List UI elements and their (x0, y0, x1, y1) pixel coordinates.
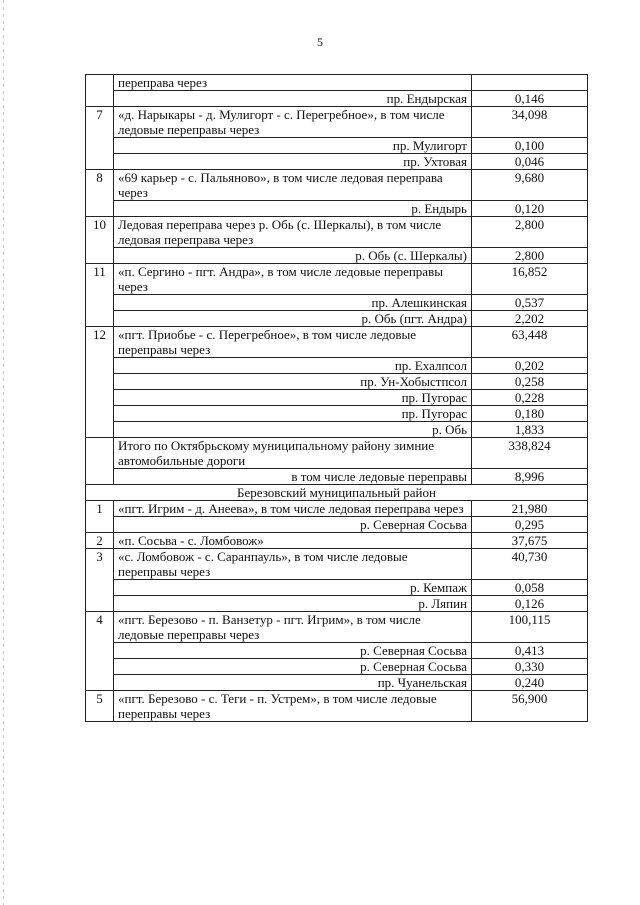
table-row (86, 675, 588, 691)
row-number: 3 (86, 549, 114, 612)
road-description: «пгт. Березово - с. Теги - п. Устрем», в том числе ледовые переправы через (114, 691, 472, 722)
length-value: 1,833 (472, 422, 588, 438)
table-row (86, 406, 588, 422)
table-row (86, 217, 588, 248)
table-row (86, 170, 588, 201)
road-description: Ледовая переправа через р. Обь (с. Шеркалы), в том числе ледовая переправа через (114, 217, 472, 248)
row-number (86, 75, 114, 107)
length-value: 0,046 (472, 154, 588, 170)
length-value: 0,126 (472, 596, 588, 612)
crossing-name: р. Кемпаж (114, 580, 472, 596)
length-value: 0,058 (472, 580, 588, 596)
road-description: «пгт. Приобье - с. Перегребное», в том числе ледовые переправы через (114, 327, 472, 358)
length-value: 0,120 (472, 201, 588, 217)
crossing-name: р. Ляпин (114, 596, 472, 612)
row-number: 10 (86, 217, 114, 264)
table-row (86, 422, 588, 438)
road-description: «п. Сергино - пгт. Андра», в том числе ледовые переправы через (114, 264, 472, 295)
row-number: 1 (86, 501, 114, 533)
crossing-name: пр. Ендырская (114, 91, 472, 107)
length-value: 2,202 (472, 311, 588, 327)
length-value: 0,228 (472, 390, 588, 406)
crossing-name: р. Обь (114, 422, 472, 438)
roads-table (85, 74, 588, 722)
table-row (86, 469, 588, 485)
crossing-name: пр. Пугорас (114, 390, 472, 406)
page-number: 5 (317, 35, 323, 49)
road-description: «пгт. Березово - п. Ванзетур - пгт. Игрим», в том числе ледовые переправы через (114, 612, 472, 643)
road-description: «69 карьер - с. Пальяново», в том числе ледовая переправа через (114, 170, 472, 201)
length-value: 0,295 (472, 517, 588, 533)
row-number: 12 (86, 327, 114, 438)
row-number: 5 (86, 691, 114, 722)
crossing-name: пр. Ухтовая (114, 154, 472, 170)
length-value: 34,098 (472, 107, 588, 138)
row-number: 4 (86, 612, 114, 691)
crossing-name: пр. Алешкинская (114, 295, 472, 311)
length-value: 56,900 (472, 691, 588, 722)
table-row (86, 612, 588, 643)
road-description: «пгт. Игрим - д. Анеева», в том числе ледовая переправа через (114, 501, 472, 517)
table-row (86, 580, 588, 596)
table-row (86, 374, 588, 390)
length-value: 2,800 (472, 217, 588, 248)
table-row (86, 327, 588, 358)
length-value: 0,413 (472, 643, 588, 659)
length-value: 8,996 (472, 469, 588, 485)
table-row (86, 201, 588, 217)
length-value: 0,537 (472, 295, 588, 311)
length-value: 63,448 (472, 327, 588, 358)
road-description: переправа через (114, 75, 472, 91)
row-number: 2 (86, 533, 114, 549)
table-row (86, 75, 588, 91)
table-row (86, 107, 588, 138)
table-row (86, 264, 588, 295)
roads-table-body (86, 75, 588, 722)
row-number: 11 (86, 264, 114, 327)
table-row (86, 91, 588, 107)
length-value: 0,146 (472, 91, 588, 107)
length-value: 100,115 (472, 612, 588, 643)
table-row (86, 691, 588, 722)
section-title: Березовский муниципальный район (86, 485, 588, 501)
scan-edge-marks (3, 0, 4, 905)
length-value: 40,730 (472, 549, 588, 580)
road-description: Итого по Октябрьскому муниципальному району зимние автомобильные дороги (114, 438, 472, 469)
length-value: 9,680 (472, 170, 588, 201)
crossing-name: пр. Чуанельская (114, 675, 472, 691)
length-value: 0,202 (472, 358, 588, 374)
row-number: 7 (86, 107, 114, 170)
crossing-name: р. Северная Сосьва (114, 659, 472, 675)
road-description: «п. Сосьва - с. Ломбовож» (114, 533, 472, 549)
length-value: 0,258 (472, 374, 588, 390)
road-description: «с. Ломбовож - с. Саранпауль», в том числе ледовые переправы через (114, 549, 472, 580)
table-row (86, 248, 588, 264)
table-row (86, 643, 588, 659)
table-row (86, 138, 588, 154)
table-row (86, 390, 588, 406)
row-number (86, 438, 114, 485)
crossing-name: р. Обь (с. Шеркалы) (114, 248, 472, 264)
length-value: 2,800 (472, 248, 588, 264)
table-row (86, 295, 588, 311)
length-value: 0,180 (472, 406, 588, 422)
crossing-name: р. Обь (пгт. Андра) (114, 311, 472, 327)
table-row (86, 517, 588, 533)
table-row (86, 438, 588, 469)
crossing-name: в том числе ледовые переправы (114, 469, 472, 485)
table-row (86, 154, 588, 170)
length-value: 0,100 (472, 138, 588, 154)
crossing-name: р. Северная Сосьва (114, 643, 472, 659)
length-value: 16,852 (472, 264, 588, 295)
table-row (86, 659, 588, 675)
crossing-name: р. Северная Сосьва (114, 517, 472, 533)
length-value: 338,824 (472, 438, 588, 469)
crossing-name: р. Ендырь (114, 201, 472, 217)
section-row (86, 485, 588, 501)
row-number: 8 (86, 170, 114, 217)
length-value: 21,980 (472, 501, 588, 517)
length-value: 0,330 (472, 659, 588, 675)
table-row (86, 596, 588, 612)
road-description: «д. Нарыкары - д. Мулигорт - с. Перегребное», в том числе ледовые переправы через (114, 107, 472, 138)
table-row (86, 549, 588, 580)
length-value: 37,675 (472, 533, 588, 549)
table-row (86, 358, 588, 374)
crossing-name: пр. Пугорас (114, 406, 472, 422)
table-row (86, 501, 588, 517)
crossing-name: пр. Мулигорт (114, 138, 472, 154)
length-value: 0,240 (472, 675, 588, 691)
length-value (472, 75, 588, 91)
crossing-name: пр. Ун-Хобыстпсол (114, 374, 472, 390)
table-row (86, 311, 588, 327)
table-row (86, 533, 588, 549)
crossing-name: пр. Ехалпсол (114, 358, 472, 374)
